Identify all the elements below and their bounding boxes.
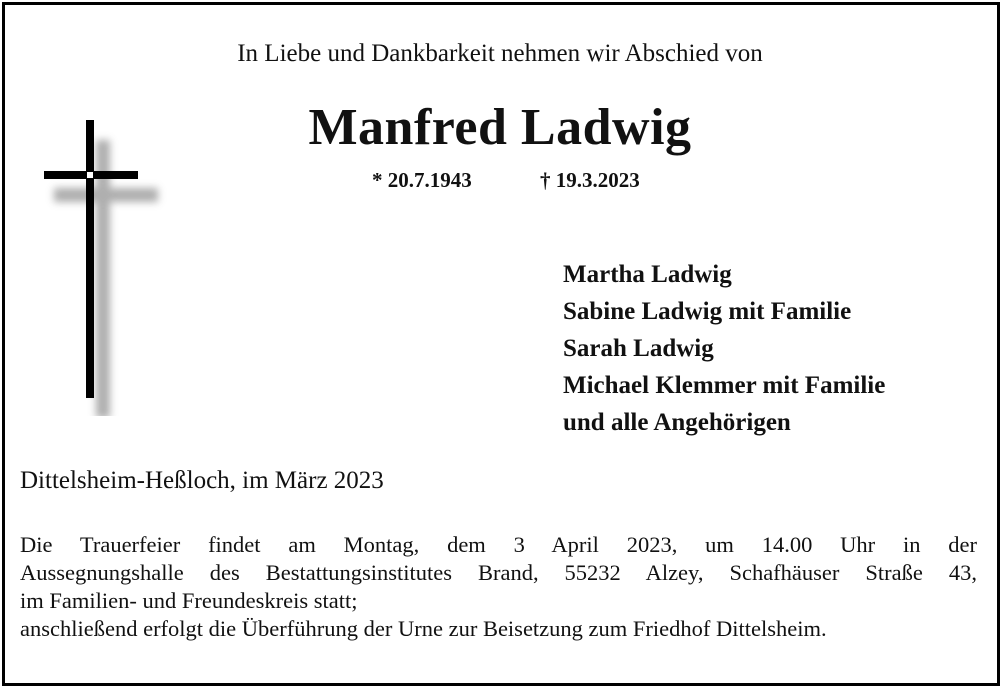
intro-line: In Liebe und Dankbarkeit nehmen wir Abschied von (237, 40, 763, 67)
ceremony-line: Die Trauerfeier findet am Montag, dem 3 April 2023, um 14.00 Uhr in der (20, 532, 977, 557)
birth-date: * 20.7.1943 (372, 168, 472, 192)
mourner-item: Martha Ladwig (563, 261, 732, 288)
ceremony-line: im Familien- und Freundeskreis statt; (20, 588, 358, 613)
ceremony-info (20, 531, 977, 643)
mourner-item: und alle Angehörigen (563, 409, 791, 436)
ceremony-line: Aussegnungshalle des Bestattungsinstitutes Brand, 55232 Alzey, Schafhäuser Straße 43, (20, 560, 977, 585)
mourners-list (563, 256, 885, 441)
deceased-name: Manfred Ladwig (308, 99, 692, 156)
death-date: † 19.3.2023 (540, 168, 640, 192)
mourner-item: Sabine Ladwig mit Familie (563, 298, 852, 325)
ceremony-line: anschließend erfolgt die Überführung der Urne zur Beisetzung zum Friedhof Dittelsheim. (20, 616, 827, 641)
mourner-item: Michael Klemmer mit Familie (563, 372, 886, 399)
place-date: Dittelsheim-Heßloch, im März 2023 (20, 467, 384, 494)
mourner-item: Sarah Ladwig (563, 335, 714, 362)
cross-icon (40, 116, 170, 416)
